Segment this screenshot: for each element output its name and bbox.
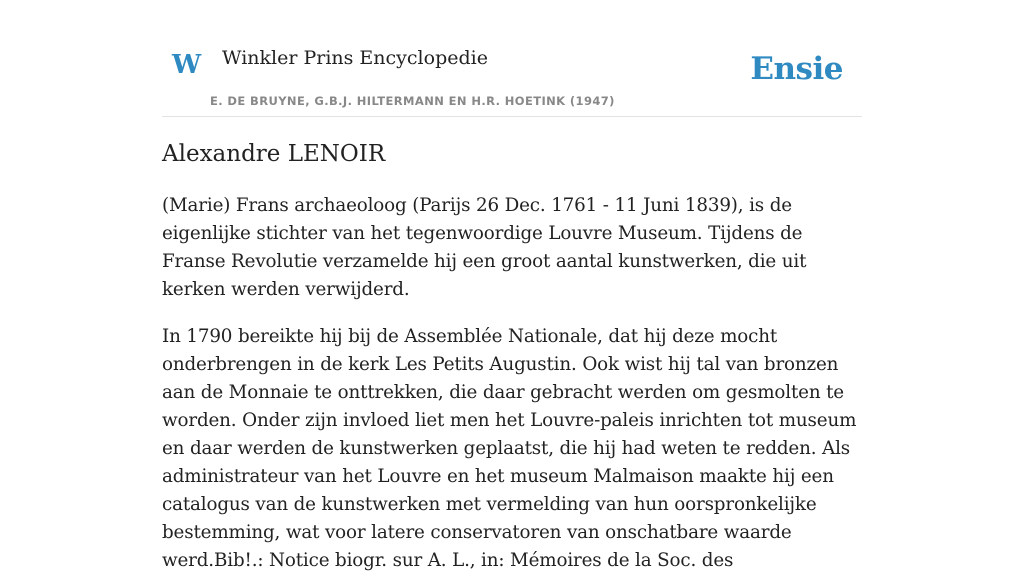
- ensie-logo[interactable]: Ensie: [750, 51, 843, 87]
- source-title-link[interactable]: Winkler Prins Encyclopedie: [222, 47, 488, 69]
- article-paragraph-1: (Marie) Frans archaeoloog (Parijs 26 Dec. 1761 - 11 Juni 1839), is de eigenlijke stichter van het tegenwoordige Louvre Museum. Tijdens de Franse Revolutie verzamelde hij een groot aantal kunstwerken, die uit kerken werden verwijderd.: [162, 195, 807, 300]
- source-authors: E. DE BRUYNE, G.B.J. HILTERMANN EN H.R. HOETINK (1947): [210, 94, 615, 108]
- source-header: [162, 0, 862, 117]
- article-paragraph-2: In 1790 bereikte hij bij de Assemblée Nationale, dat hij deze mocht onderbrengen in de kerk Les Petits Augustin. Ook wist hij tal van bronzen aan de Monnaie te onttrekken, die daar gebracht werden om gesmolten te worden. Onder zijn invloed liet men het Louvre-paleis inrichten tot museum en daar werden de kunstwerken geplaatst, die hij had weten te redden. Als administrateur van het Louvre en het museum Malmaison maakte hij een catalogus van de kunstwerken met vermelding van hun oorspronkelijke bestemming, wat voor latere conservatoren van onschatbare waarde werd.Bib!.: Notice biogr. sur A. L., in: Mémoires de la Soc. des: [162, 326, 857, 571]
- source-logo-w-icon[interactable]: W: [172, 50, 202, 80]
- article-title: Alexandre LENOIR: [162, 141, 386, 167]
- article-content: [162, 138, 862, 575]
